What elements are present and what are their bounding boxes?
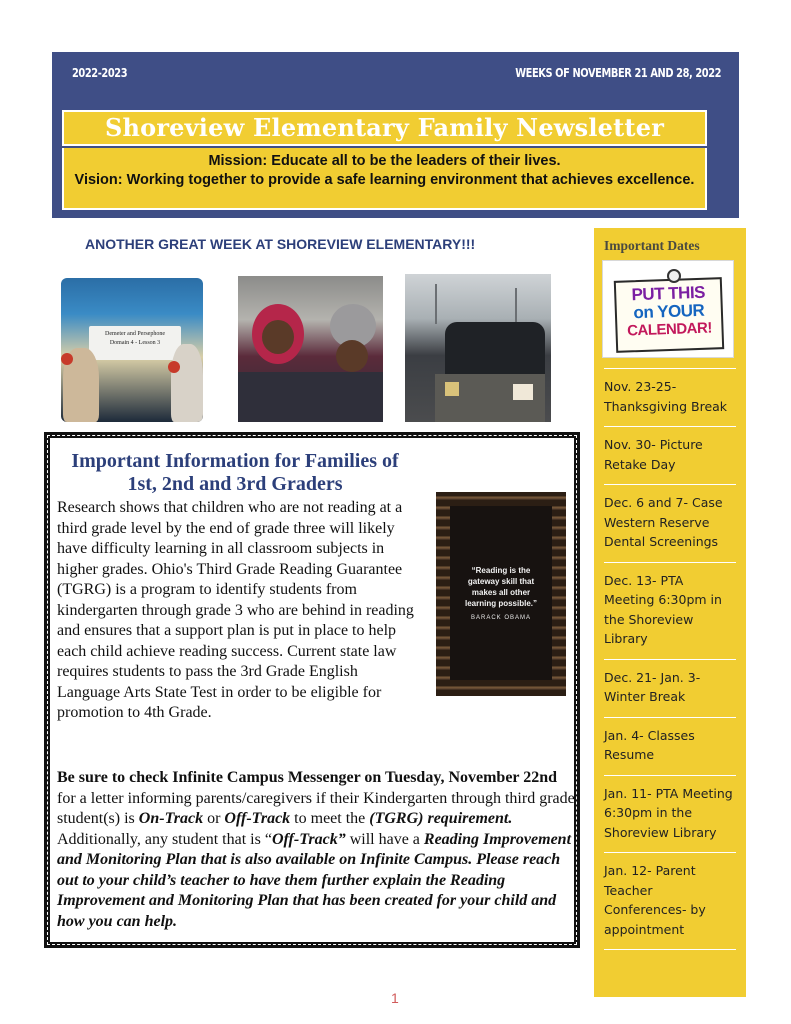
date-item: Nov. 23-25- Thanksgiving Break [604, 368, 736, 426]
calendar-line-2: on YOUR [633, 300, 705, 323]
section-heading: ANOTHER GREAT WEEK AT SHOREVIEW ELEMENTARY!!! [85, 236, 476, 252]
para2-text: for a letter informing parents/caregivers if their Kindergarten through third grade student(s) is [57, 789, 575, 827]
date-item: Jan. 12- Parent Teacher Conferences- by appointment [604, 852, 736, 950]
quote-author: BARACK OBAMA [470, 615, 531, 621]
jackets [238, 372, 383, 422]
apple [168, 361, 180, 373]
important-dates-sidebar [594, 228, 746, 997]
mission-vision-box [62, 148, 707, 210]
dates-list [594, 368, 746, 950]
para2-text: Additionally, any student that is “ [57, 830, 272, 848]
date-item: Dec. 13- PTA Meeting 6:30pm in the Shoreview Library [604, 562, 736, 659]
students-winter-photo [238, 276, 383, 422]
food-drive-photo [405, 274, 551, 422]
quote-image [436, 492, 566, 696]
pin-icon [667, 269, 681, 283]
weeks-label: WEEKS OF NOVEMBER 21 AND 28, 2022 [515, 66, 721, 80]
car [445, 322, 545, 382]
child-figure [171, 344, 203, 422]
tgrg-requirement: (TGRG) requirement. [369, 810, 513, 827]
child-face [262, 320, 294, 354]
info-box [44, 432, 580, 948]
para2-text: will have a [345, 830, 424, 848]
sign-text-1: Demeter and Persephone [105, 331, 165, 337]
box [445, 382, 459, 396]
para2-text: or [203, 810, 225, 827]
info-title: Important Information for Families of 1st, 2nd and 3rd Graders [71, 450, 399, 495]
newsletter-title: Shoreview Elementary Family Newsletter [104, 113, 665, 142]
date-item: Jan. 4- Classes Resume [604, 717, 736, 775]
off-track-term: Off-Track [224, 810, 291, 827]
calendar-line-1: PUT THIS [631, 282, 706, 305]
quote-card [450, 506, 552, 680]
off-track-term: Off-Track” [271, 830, 346, 848]
date-item: Nov. 30- Picture Retake Day [604, 426, 736, 484]
para2-bold-lead: Be sure to check Infinite Campus Messenger on Tuesday, November 22nd [57, 769, 558, 786]
date-item: Jan. 11- PTA Meeting 6:30pm in the Shoreview Library [604, 775, 736, 853]
apple [61, 353, 73, 365]
sidebar-title: Important Dates [604, 238, 700, 253]
page-number: 1 [391, 990, 399, 1006]
date-item: Dec. 6 and 7- Case Western Reserve Dental Screenings [604, 484, 736, 562]
para2-closing: Reading Improvement and Monitoring Plan that is also available on Infinite Campus. Please reach out to your child’s teacher to have them further explain the Reading Improvement and Monitoring Plan that has been created for your child and how you can help. [57, 830, 572, 930]
newsletter-header [52, 52, 739, 218]
quote-text: “Reading is the gateway skill that makes all other learning possible.” [464, 566, 537, 608]
vision-statement: Vision: Working together to provide a safe learning environment that achieves excellence. [74, 172, 695, 188]
on-track-term: On-Track [138, 810, 204, 827]
sign-text-2: Domain 4 - Lesson 3 [109, 340, 161, 346]
title-banner [62, 110, 707, 146]
info-paragraph-1: Research shows that children who are not reading at a third grade level by the end of grade three will likely have difficulty learning in all classroom subjects in higher grades. Ohio's Third Grade Reading Guarantee (TGRG) is a program to identify students from kindergarten through grade 3 who are behind in reading and ensures that a support plan is put in place to help each child achieve reading success. Current state law requires students to pass the 3rd Grade English Language Arts State Test in order to be eligible for promotion to 4th Grade. [57, 499, 414, 721]
tree [435, 284, 437, 324]
calendar-line-3: CALENDAR! [626, 319, 713, 340]
school-year: 2022-2023 [72, 66, 128, 80]
date-item: Dec. 21- Jan. 3- Winter Break [604, 659, 736, 717]
lesson-sign [89, 326, 181, 360]
classroom-photo [61, 278, 203, 422]
calendar-graphic [602, 260, 734, 358]
info-paragraph-2 [57, 768, 577, 932]
mission-statement: Mission: Educate all to be the leaders of their lives. [208, 153, 561, 169]
calendar-card [614, 277, 724, 353]
box [513, 384, 533, 400]
para2-text: to meet the [290, 810, 370, 827]
tree [515, 288, 517, 324]
child-face [336, 340, 368, 372]
